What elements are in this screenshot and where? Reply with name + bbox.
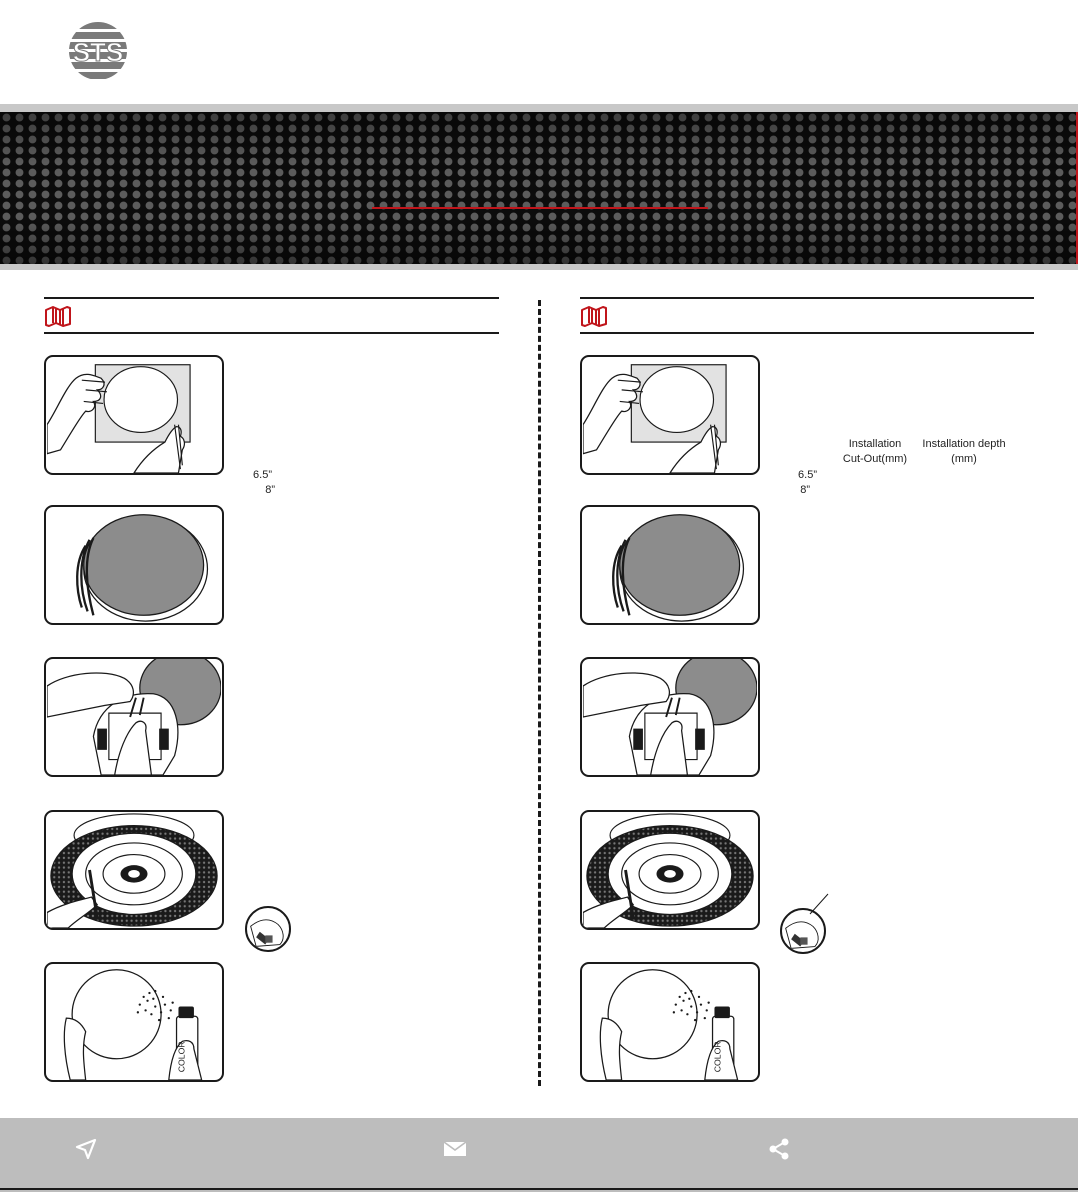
step-image-wiring (44, 657, 224, 777)
banner-shade (0, 112, 1078, 264)
table-header-depth-line2: (mm) (951, 453, 977, 465)
size-label-8: 8” (800, 484, 810, 496)
screw-detail-badge (245, 906, 291, 952)
left-section-rule-top (44, 297, 499, 299)
size-label-8: 8” (265, 484, 275, 496)
banner-accent-line (372, 207, 708, 209)
size-label-6-5: 6.5” (798, 469, 817, 481)
table-header-cutout-line2: Cut-Out(mm) (842, 453, 908, 465)
footer-bottom-line (0, 1188, 1078, 1190)
map-icon (580, 305, 608, 327)
share-icon[interactable] (767, 1137, 791, 1161)
hero-banner (0, 112, 1078, 264)
callout-line (808, 892, 832, 916)
map-icon (44, 305, 72, 327)
step-image-trace-cutout (44, 355, 224, 475)
right-section-rule-top (580, 297, 1034, 299)
step-image-grille-disc (44, 505, 224, 625)
send-icon[interactable] (74, 1137, 98, 1161)
size-label-6-5: 6.5” (253, 469, 272, 481)
step-image-spray-paint (44, 962, 224, 1082)
left-section-rule-bottom (44, 332, 499, 334)
step-image-wiring (580, 657, 760, 777)
logo-text: STS (72, 37, 124, 67)
mail-icon[interactable] (443, 1137, 467, 1161)
column-divider (538, 300, 541, 1086)
sts-logo (66, 20, 130, 82)
footer-bar (0, 1118, 1078, 1192)
table-header-cutout-line1: Installation (848, 438, 902, 450)
step-image-speaker-mount (44, 810, 224, 930)
step-image-speaker-mount (580, 810, 760, 930)
step-image-trace-cutout (580, 355, 760, 475)
step-image-spray-paint (580, 962, 760, 1082)
banner-bottom-border (0, 264, 1078, 270)
step-image-grille-disc (580, 505, 760, 625)
banner-top-border (0, 104, 1078, 112)
table-header-depth-line1: Installation depth (922, 438, 1006, 450)
right-section-rule-bottom (580, 332, 1034, 334)
